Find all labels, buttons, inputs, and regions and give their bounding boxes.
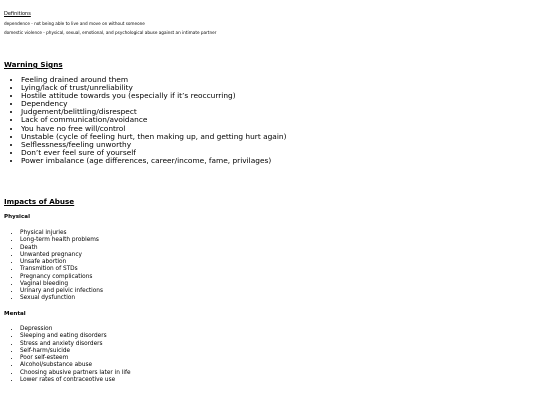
list-item: • Death (20, 245, 103, 252)
list-item: • Alcohol/substance abuse (20, 362, 131, 369)
list-item: • Urinary and pelvic infections (20, 288, 103, 295)
list-item: • Unstable (cycle of feeling hurt, then making up, and getting hurt again) (21, 133, 286, 141)
list-item: • Unwanted pregnancy (20, 252, 103, 259)
list-item: • Transmition of STDs (20, 266, 103, 273)
list-item: • Hostile attitude towards you (especially if it’s reoccurring) (21, 92, 286, 100)
list-item: • Sexual dysfunction (20, 295, 103, 302)
list-item: • Pregnancy complications (20, 274, 103, 281)
list-item: • Sleeping and eating disorders (20, 333, 131, 340)
list-item: • Judgement/belittling/disrespect (21, 108, 286, 116)
list-item: • Feeling drained around them (21, 76, 286, 84)
impacts-of-abuse-heading: Impacts of Abuse (4, 197, 75, 206)
list-item: • Vaginal bleeding (20, 281, 103, 288)
list-item: • Choosing abusive partners later in life (20, 370, 131, 377)
warning-signs-heading: Warning Signs (4, 60, 63, 69)
definitions-title: Definitions (4, 11, 31, 17)
list-item: • Power imbalance (age differences, career/income, fame, privilages) (21, 157, 286, 165)
physical-impacts-list (0, 230, 103, 303)
list-item: • Don’t ever feel sure of yourself (21, 149, 286, 157)
list-item: • Physical injuries (20, 230, 103, 237)
list-item: • Depression (20, 326, 131, 333)
list-item: • Long-term health problems (20, 237, 103, 244)
list-item: • You have no free will/control (21, 125, 286, 133)
list-item: • Self-harm/suicide (20, 348, 131, 355)
definition-domestic-violence: domestic violence - physical, sexual, emotional, and psychological abuse against an intimate partner (4, 30, 217, 35)
warning-signs-list (0, 76, 286, 165)
list-item: • Stress and anxiety disorders (20, 341, 131, 348)
list-item: • Poor self-esteem (20, 355, 131, 362)
physical-heading: Physical (4, 214, 30, 220)
list-item: • Unsafe abortion (20, 259, 103, 266)
list-item: • Lower rates of contraceotive use (20, 377, 131, 384)
mental-impacts-list (0, 326, 131, 384)
definition-dependence: dependence - not being able to live and move on without someone (4, 21, 145, 26)
list-item: • Lack of communication/avoidance (21, 116, 286, 124)
list-item: • Dependency (21, 100, 286, 108)
list-item: • Selflessness/feeling unworthy (21, 141, 286, 149)
list-item: • Lying/lack of trust/unreliability (21, 84, 286, 92)
mental-heading: Mental (4, 311, 26, 317)
